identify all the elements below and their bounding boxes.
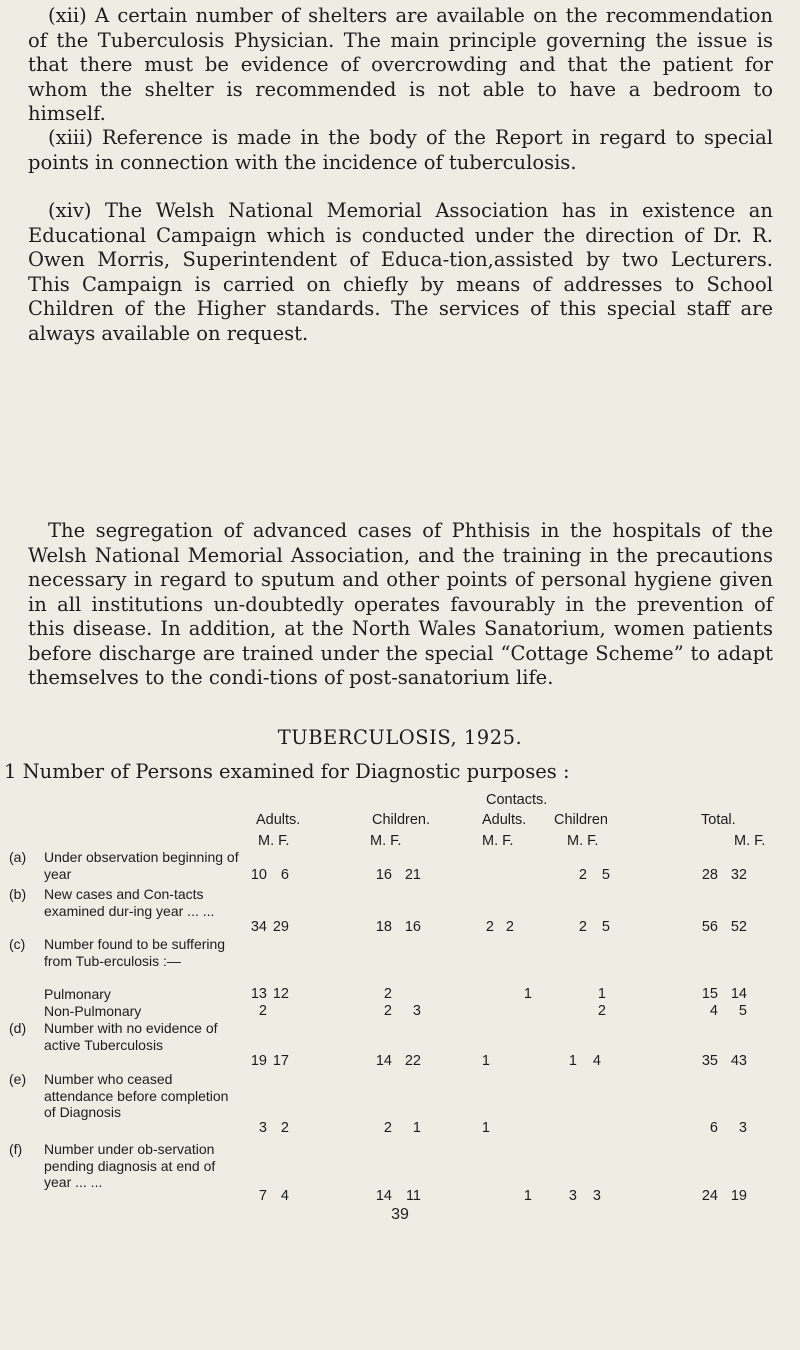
- row-a-letter: (a): [9, 849, 27, 865]
- cell: 2: [280, 1120, 289, 1136]
- cell: 2: [258, 1003, 267, 1019]
- row-b-label: New cases and Con-tacts examined dur-ing year ... ...: [44, 886, 215, 919]
- cell: 12: [272, 986, 289, 1002]
- cell: 2: [578, 867, 587, 883]
- cell: 4: [709, 1003, 718, 1019]
- cell: 15: [701, 986, 718, 1002]
- sex-header-adults: M. F.: [258, 833, 290, 849]
- cell: 6: [280, 867, 289, 883]
- sex-header-contact-children: M. F.: [567, 833, 599, 849]
- cell: 10: [250, 867, 267, 883]
- cell: 14: [730, 986, 747, 1002]
- cell: 1: [412, 1120, 421, 1136]
- row-e-label: Number who ceased attendance before completion of Diagnosis: [44, 1071, 229, 1120]
- cell: 2: [505, 919, 514, 935]
- cell: 1: [523, 1188, 532, 1204]
- cell: 5: [738, 1003, 747, 1019]
- page-number: 39: [391, 1206, 409, 1223]
- cell: 24: [701, 1188, 718, 1204]
- cell: 2: [383, 986, 392, 1002]
- row-f-label: Number under ob-servation pending diagnosis at end of year ... ...: [44, 1141, 216, 1190]
- cell: 56: [701, 919, 718, 935]
- cell: 3: [412, 1003, 421, 1019]
- cell: 2: [597, 1003, 606, 1019]
- header-contact-adults: Adults.: [482, 812, 527, 828]
- cell: 13: [250, 986, 267, 1002]
- row-f-letter: (f): [9, 1141, 23, 1157]
- cell: 2: [383, 1003, 392, 1019]
- cell: 1: [481, 1053, 490, 1069]
- sex-header-contact-adults: M. F.: [482, 833, 514, 849]
- table-caption: 1 Number of Persons examined for Diagnostic purposes :: [4, 760, 570, 783]
- cell: 32: [730, 867, 747, 883]
- row-c-pulmonary-label: Pulmonary: [44, 986, 111, 1002]
- cell: 7: [258, 1188, 267, 1204]
- header-contacts: Contacts.: [486, 792, 548, 808]
- cell: 16: [404, 919, 421, 935]
- cell: 43: [730, 1053, 747, 1069]
- header-contact-children: Children: [554, 812, 608, 828]
- cell: 2: [485, 919, 494, 935]
- cell: 4: [592, 1053, 601, 1069]
- header-total: Total.: [701, 812, 736, 828]
- section-heading: TUBERCULOSIS, 1925.: [277, 726, 523, 749]
- cell: 18: [375, 919, 392, 935]
- row-c-label: Number found to be suffering from Tub-erculosis :—: [44, 936, 226, 969]
- cell: 3: [592, 1188, 601, 1204]
- sex-header-total: M. F.: [734, 833, 766, 849]
- cell: 28: [701, 867, 718, 883]
- row-d-letter: (d): [9, 1020, 27, 1036]
- row-d-label: Number with no evidence of active Tuberculosis: [44, 1020, 218, 1053]
- cell: 3: [258, 1120, 267, 1136]
- sex-header-children: M. F.: [370, 833, 402, 849]
- cell: 2: [578, 919, 587, 935]
- cell: 3: [568, 1188, 577, 1204]
- paragraph-xiv: (xiv) The Welsh National Memorial Association has in existence an Educational Campaign which is conducted under the direction of Dr. R. Owen Morris, Superintendent of Educa-tion,assisted by two Lecturers. This Campaign is carried on chiefly by means of addresses to School Children of the Higher standards. The services of this special staff are always available on request.: [28, 199, 773, 345]
- cell: 35: [701, 1053, 718, 1069]
- cell: 19: [250, 1053, 267, 1069]
- cell: 5: [601, 919, 610, 935]
- cell: 29: [272, 919, 289, 935]
- cell: 1: [568, 1053, 577, 1069]
- cell: 2: [383, 1120, 392, 1136]
- row-b-letter: (b): [9, 886, 27, 902]
- cell: 1: [523, 986, 532, 1002]
- cell: 11: [405, 1188, 421, 1204]
- paragraph-segregation: The segregation of advanced cases of Phthisis in the hospitals of the Welsh National Memorial Association, and the training in the precautions necessary in regard to sputum and other points of personal hygiene given in all institutions un-doubtedly operates favourably in the prevention of this disease. In addition, at the North Wales Sanatorium, women patients before discharge are trained under the special “Cottage Scheme” to adapt themselves to the condi-tions of post-sanatorium life.: [28, 519, 773, 689]
- cell: 21: [404, 867, 421, 883]
- cell: 19: [730, 1188, 747, 1204]
- cell: 1: [597, 986, 606, 1002]
- paragraph-xiii: (xiii) Reference is made in the body of the Report in regard to special points in connection with the incidence of tuberculosis.: [28, 126, 773, 174]
- cell: 34: [250, 919, 267, 935]
- cell: 5: [601, 867, 610, 883]
- header-children: Children.: [372, 812, 431, 828]
- cell: 1: [481, 1120, 490, 1136]
- row-c-letter: (c): [9, 936, 26, 952]
- paragraph-xii: (xii) A certain number of shelters are available on the recommendation of the Tuberculosis Physician. The main principle governing the issue is that there must be evidence of overcrowding and that the patient for whom the shelter is recommended is not able to have a bedroom to himself.: [28, 4, 773, 125]
- cell: 4: [280, 1188, 289, 1204]
- cell: 3: [738, 1120, 747, 1136]
- cell: 17: [272, 1053, 289, 1069]
- cell: 14: [375, 1188, 392, 1204]
- row-e-letter: (e): [9, 1071, 27, 1087]
- cell: 22: [404, 1053, 421, 1069]
- cell: 16: [375, 867, 392, 883]
- cell: 6: [709, 1120, 718, 1136]
- cell: 14: [375, 1053, 392, 1069]
- row-c-nonpulmonary-label: Non-Pulmonary: [44, 1003, 142, 1019]
- header-adults: Adults.: [256, 812, 301, 828]
- cell: 52: [730, 919, 747, 935]
- row-a-label: Under observation beginning of year: [44, 849, 239, 882]
